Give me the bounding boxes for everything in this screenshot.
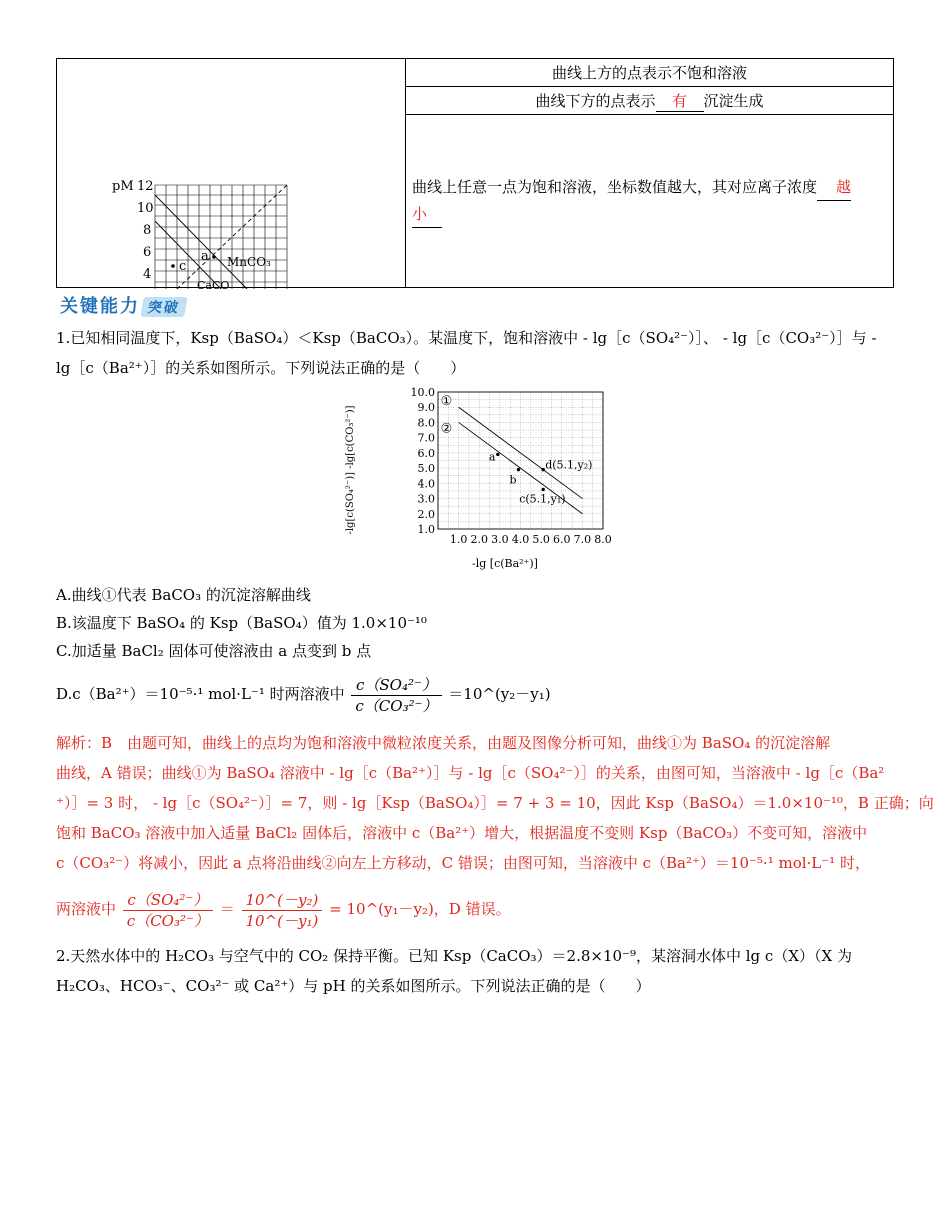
data-point — [496, 453, 499, 456]
analysis-line-5: c（CO₃²⁻）将减小，因此 a 点将沿曲线②向左上方移动，C 错误；由图可知，当溶液中 c（Ba²⁺）＝10⁻⁵·¹ mol·L⁻¹ 时， — [56, 854, 870, 872]
row2-suffix: 沉淀生成 — [703, 91, 764, 110]
analysis-prefix: 两溶液中 — [56, 900, 117, 918]
mini-label-c: c — [179, 259, 187, 274]
q1-stem-1: 已知相同温度下，Ksp（BaSO₄）＜Ksp（BaCO₃）。某温度下，饱和溶液中 - lg［c（SO₄²⁻）］、 - lg［c（CO₃²⁻）］与 - — [70, 329, 877, 347]
mini-ylabel: pM — [112, 179, 134, 194]
q1-option-b: B.该温度下 BaSO₄ 的 Ksp（BaSO₄）值为 1.0×10⁻¹⁰ — [56, 614, 427, 632]
y-tick-label: 8.0 — [417, 416, 435, 430]
analysis-num-2: 10^(－y₂) — [242, 890, 323, 911]
mini-graph — [57, 59, 405, 289]
y-tick-label: 1.0 — [417, 523, 435, 536]
x-tick-label: 4.0 — [511, 533, 530, 546]
x-tick-label: 1.0 — [449, 533, 468, 546]
y-tick-label: 6.0 — [417, 446, 435, 460]
table-row-1: 曲线上方的点表示不饱和溶液 — [406, 59, 894, 87]
data-point — [517, 468, 520, 471]
analysis-mid: ＝ — [219, 900, 235, 918]
mini-label-a: a — [201, 249, 209, 264]
mini-ytick: 12 — [137, 179, 154, 194]
analysis-den-1: c（CO₃²⁻） — [126, 911, 209, 930]
row2-prefix: 曲线下方的点表示 — [535, 91, 656, 110]
analysis-line-6 — [56, 886, 511, 932]
mini-label-mnco3: MnCO₃ — [227, 255, 271, 269]
analysis-num-1: c（SO₄²⁻） — [123, 890, 213, 911]
mini-point-c — [171, 264, 175, 268]
row2-answer: 有 — [656, 90, 704, 112]
q1-option-d — [56, 672, 551, 716]
optD-num: c（SO₄²⁻） — [351, 675, 441, 696]
mini-ytick: 4 — [143, 267, 152, 282]
chart-points — [489, 450, 593, 505]
x-tick-label: 7.0 — [573, 533, 592, 546]
data-point-label: b — [509, 473, 517, 487]
analysis-fraction-1 — [123, 890, 213, 931]
row3-answer-a: 越 — [817, 174, 851, 201]
table-row-3 — [406, 115, 894, 288]
mini-ytick: 8 — [143, 223, 152, 238]
mini-ytick: 10 — [137, 201, 154, 216]
optD-den: c（CO₃²⁻） — [355, 696, 438, 715]
q1-line-2: lg［c（Ba²⁺）］的关系如图所示。下列说法正确的是（ ） — [56, 359, 466, 377]
data-point — [541, 488, 544, 491]
analysis-line-1: 解析：B 由题可知，曲线上的点均为饱和溶液中微粒浓度关系，由题及图像分析可知，曲线①为 BaSO₄ 的沉淀溶解 — [56, 734, 831, 752]
x-tick-label: 5.0 — [532, 533, 550, 546]
y-tick-label: 9.0 — [417, 401, 435, 415]
q1-chart — [335, 385, 625, 575]
y-tick-label: 10.0 — [410, 386, 435, 399]
mini-graph-cell — [57, 59, 406, 288]
data-point-label: c(5.1,y₁) — [519, 492, 566, 506]
data-point-label: a — [488, 450, 496, 464]
optD-prefix: D.c（Ba²⁺）＝10⁻⁵·¹ mol·L⁻¹ 时两溶液中 — [56, 685, 345, 703]
optD-suffix: ＝10^(y₂－y₁) — [448, 685, 551, 703]
mini-ytick: 6 — [143, 245, 152, 260]
q2-line-2: H₂CO₃、HCO₃⁻、CO₃²⁻ 或 Ca²⁺）与 pH 的关系如图所示。下列说法正确的是（ ） — [56, 977, 651, 995]
mini-label-caco: CaCO — [197, 279, 230, 289]
analysis-line-4: 饱和 BaCO₃ 溶液中加入适量 BaCl₂ 固体后，溶液中 c（Ba²⁺）增大，根据温度不变则 Ksp（BaCO₃）不变可知，溶液中 — [56, 824, 868, 842]
chart-ylabel: -lg[c(SO₄²⁻)] -lg[c(CO₃²⁻)] — [345, 405, 356, 535]
x-tick-label: 8.0 — [594, 533, 612, 546]
mini-point-a — [212, 255, 216, 259]
q1-option-a: A.曲线①代表 BaCO₃ 的沉淀溶解曲线 — [56, 586, 311, 604]
optD-fraction — [351, 675, 441, 716]
x-tick-label: 3.0 — [491, 533, 509, 546]
row3-text: 曲线上任意一点为饱和溶液，坐标数值越大，其对应离子浓度 — [412, 178, 818, 196]
y-tick-label: 3.0 — [417, 492, 435, 506]
analysis-line-2: 曲线，A 错误；曲线①为 BaSO₄ 溶液中 - lg［c（Ba²⁺）］与 - lg［c（SO₄²⁻）］的关系，由图可知，当溶液中 - lg［c（Ba² — [56, 764, 885, 782]
section-heading — [60, 292, 186, 318]
mini-curve-1 — [155, 195, 247, 289]
table-row-2 — [406, 87, 894, 115]
analysis-line-3: ⁺）］= 3 时， - lg［c（SO₄²⁻）］= 7，则 - lg［Ksp（BaSO₄）］= 7 + 3 = 10，因此 Ksp（BaSO₄）＝1.0×10⁻¹⁰，B 正确；向 — [56, 794, 934, 812]
q1-line-1 — [56, 327, 877, 349]
heading-tag: 突破 — [140, 297, 188, 317]
series-label-1: ① — [440, 394, 453, 410]
series-label-2: ② — [440, 421, 453, 437]
x-tick-label: 6.0 — [553, 533, 571, 546]
analysis-den-2: 10^(－y₁) — [245, 911, 319, 930]
q1-option-c: C.加适量 BaCl₂ 固体可使溶液由 a 点变到 b 点 — [56, 642, 372, 660]
analysis-suffix: = 10^(y₁－y₂)，D 错误。 — [329, 900, 511, 918]
x-tick-label: 2.0 — [470, 533, 488, 546]
y-tick-label: 5.0 — [417, 462, 435, 476]
data-point-label: d(5.1,y₂) — [545, 458, 593, 472]
q1-number: 1. — [56, 329, 71, 347]
q2-line-1: 2.天然水体中的 H₂CO₃ 与空气中的 CO₂ 保持平衡。已知 Ksp（CaCO₃）＝2.8×10⁻⁹，某溶洞水体中 lg c（X）（X 为 — [56, 947, 852, 965]
y-tick-label: 4.0 — [417, 477, 435, 491]
summary-table — [56, 58, 894, 288]
y-tick-label: 2.0 — [417, 507, 435, 521]
analysis-fraction-2 — [242, 890, 323, 931]
heading-main: 关键能力 — [60, 296, 140, 317]
y-tick-label: 7.0 — [417, 431, 435, 445]
row3-answer-b: 小 — [412, 201, 442, 228]
chart-xlabel: -lg [c(Ba²⁺)] — [472, 557, 538, 570]
